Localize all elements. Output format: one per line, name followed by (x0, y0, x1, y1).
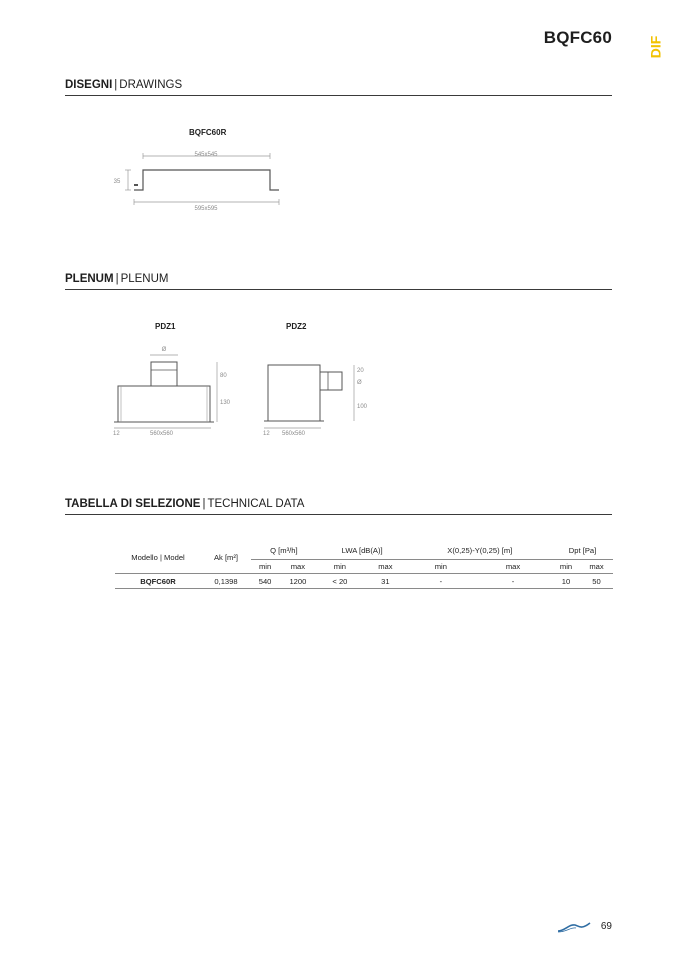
col-q: Q [m³/h] (270, 546, 298, 555)
cell-model: BQFC60R (115, 574, 201, 589)
col-x: X(0,25)-Y(0,25) [m] (447, 546, 513, 555)
plenum-heading-regular: PLENUM (120, 273, 169, 285)
side-tab-label: DIF (648, 35, 664, 59)
model-title: BQFC60 (543, 28, 612, 47)
sub-max: max (279, 560, 317, 574)
pdz2-drawing (258, 355, 378, 440)
cell-dp-max: 50 (580, 574, 613, 589)
table-row (115, 574, 613, 589)
drawing-label-pdz1: PDZ1 (155, 322, 176, 331)
technical-heading: TABELLA DI SELEZIONE | TECHNICAL DATA (65, 498, 612, 515)
plenum-heading: PLENUM | PLENUM (65, 273, 612, 290)
cell-l-max: 31 (363, 574, 407, 589)
side-tab (648, 28, 666, 66)
col-ak: Ak [m²] (213, 553, 239, 562)
cell-x-min: - (408, 574, 474, 589)
pdz1-dim-130: 130 (220, 400, 231, 406)
col-dp: Dpt [Pa] (568, 546, 597, 555)
bqfc60r-drawing (110, 148, 290, 214)
cell-dp-min: 10 (552, 574, 580, 589)
drawings-heading: DISEGNI | DRAWINGS (65, 79, 612, 96)
pdz2-dim-100: 100 (357, 404, 368, 410)
drawing-label-pdz2: PDZ2 (286, 322, 307, 331)
sub-min: min (251, 560, 279, 574)
cell-ak: 0,1398 (201, 574, 251, 589)
drawing-label-bqfc60r: BQFC60R (189, 128, 227, 137)
drawings-heading-regular: DRAWINGS (119, 79, 183, 91)
sub-min: min (317, 560, 363, 574)
sub-max: max (363, 560, 407, 574)
brand-wave-icon (557, 920, 591, 934)
pdz1-drawing (105, 340, 245, 440)
cell-x-max: - (474, 574, 552, 589)
drawings-heading-bold: DISEGNI (65, 79, 113, 91)
sub-min: min (408, 560, 474, 574)
col-lwa: LWA [dB(A)] (341, 546, 383, 555)
dim-bottom-text: 595x595 (194, 206, 218, 212)
sub-min: min (552, 560, 580, 574)
dim-side-text: 35 (113, 179, 121, 185)
page-number: 69 (600, 921, 612, 932)
pdz1-dim-base: 560x560 (150, 431, 174, 437)
dim-top-text: 545x545 (194, 152, 218, 158)
pdz2-dim-20: 20 (357, 368, 364, 374)
pdz2-dim-base: 560x560 (282, 431, 306, 437)
col-model: Modello | Model (131, 553, 185, 562)
pdz2-dim-dia: Ø (357, 380, 362, 386)
plenum-heading-bold: PLENUM (65, 273, 114, 285)
pdz2-dim-12: 12 (263, 431, 270, 437)
technical-heading-regular: TECHNICAL DATA (207, 498, 305, 510)
cell-q-min: 540 (251, 574, 279, 589)
pdz1-dim-dia: Ø (161, 347, 167, 353)
technical-table (115, 542, 613, 589)
sub-max: max (580, 560, 613, 574)
sub-max: max (474, 560, 552, 574)
pdz1-dim-80: 80 (220, 373, 227, 379)
pdz1-dim-12: 12 (113, 431, 120, 437)
cell-q-max: 1200 (279, 574, 317, 589)
cell-l-min: < 20 (317, 574, 363, 589)
technical-heading-bold: TABELLA DI SELEZIONE (65, 498, 201, 510)
